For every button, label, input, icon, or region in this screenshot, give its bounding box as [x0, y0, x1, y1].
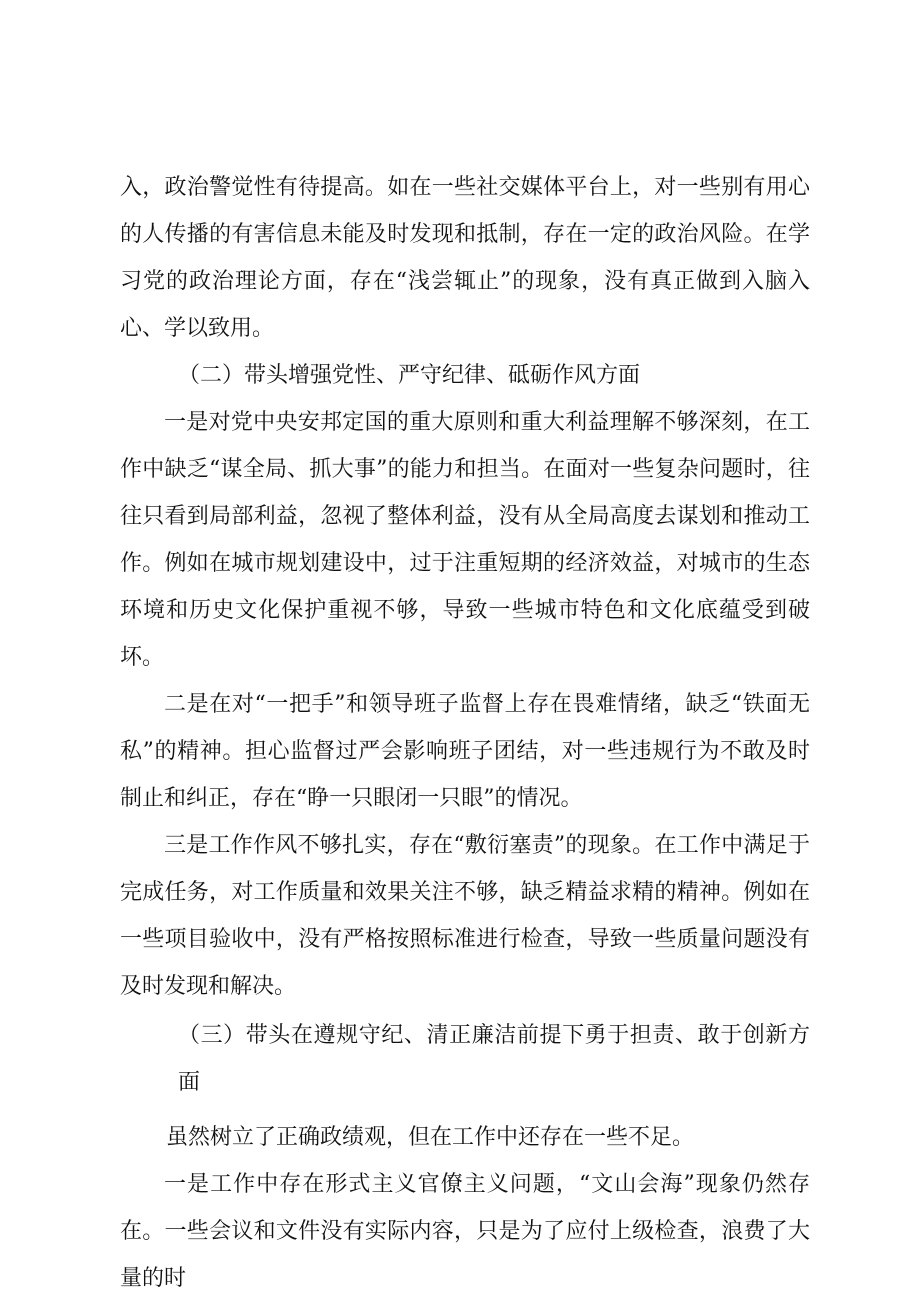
body-paragraph: 一是对党中央安邦定国的重大原则和重大利益理解不够深刻，在工作中缺乏“谋全局、抓大事”的能力和担当。在面对一些复杂问题时，往往只看到局部利益，忽视了整体利益，没有从全局高度去谋划和推动工作。例如在城市规划建设中，过于注重短期的经济效益，对城市的生态环境和历史文化保护重视不够，导致一些城市特色和文化底蕴受到破坏。 — [120, 410, 810, 670]
section-heading-2: （二）带头增强党性、严守纪律、砥砺作风方面 — [178, 363, 641, 388]
document-body — [120, 164, 810, 1302]
body-paragraph: 一是工作中存在形式主义官僚主义问题，“文山会海”现象仍然存在。一些会议和文件没有实际内容，只是为了应付上级检查，浪费了大量的时 — [120, 1172, 810, 1291]
section-heading-3: （三）带头在遵规守纪、清正廉洁前提下勇于担责、敢于创新方面 — [178, 1023, 810, 1095]
body-paragraph: 二是在对“一把手”和领导班子监督上存在畏难情绪，缺乏“铁面无私”的精神。担心监督过严会影响班子团结，对一些违规行为不敢及时制止和纠正，存在“睁一只眼闭一只眼”的情况。 — [120, 692, 810, 811]
body-paragraph: 三是工作作风不够扎实，存在“敷衍塞责”的现象。在工作中满足于完成任务，对工作质量和效果关注不够，缺乏精益求精的精神。例如在一些项目验收中，没有严格按照标准进行检查，导致一些质量问题没有及时发现和解决。 — [120, 833, 810, 999]
body-paragraph: 虽然树立了正确政绩观，但在工作中还存在一些不足。 — [166, 1125, 695, 1150]
body-paragraph: 入，政治警觉性有待提高。如在一些社交媒体平台上，对一些别有用心的人传播的有害信息未能及时发现和抵制，存在一定的政治风险。在学习党的政治理论方面，存在“浅尝辄止”的现象，没有真正做到入脑入心、学以致用。 — [120, 175, 810, 341]
